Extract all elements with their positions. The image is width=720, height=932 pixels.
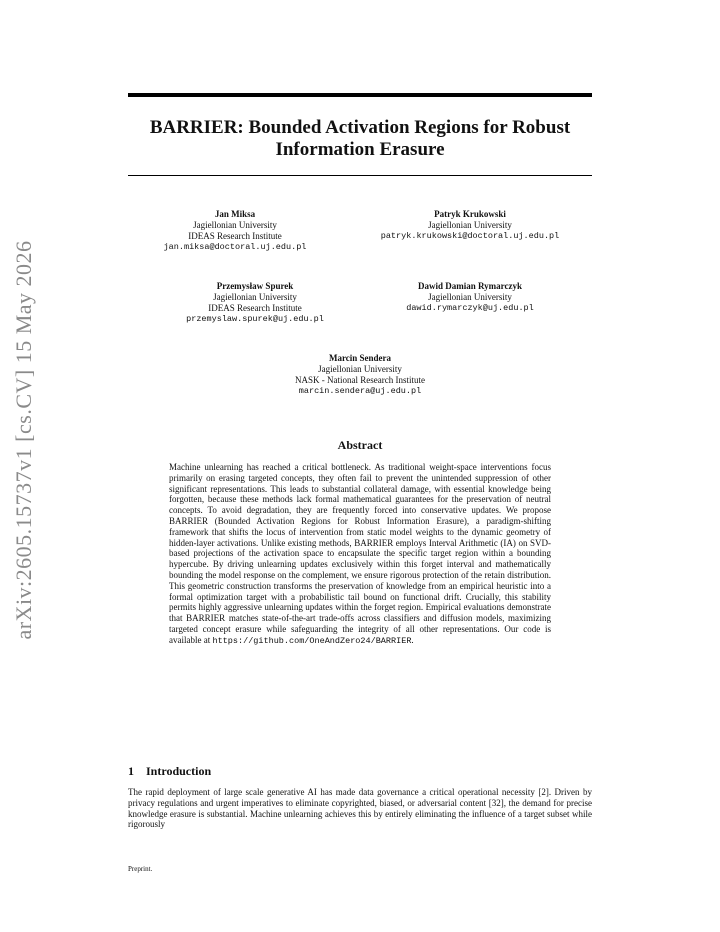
introduction-paragraph: The rapid deployment of large scale generative AI has made data governance a critical operational necessity [2]. Driven by privacy regulations and urgent imperatives to eliminate copyrighted, biased, or adversarial content [32], the demand for precise knowledge erasure is substantial. Machine unlearning achieves this by entirely eliminating the influence of a target subset while rigorously (128, 787, 592, 830)
abstract-text: Machine unlearning has reached a critical bottleneck. As traditional weight-space interventions focus primarily on erasing targeted concepts, they often fail to prevent the unintended suppression of other significant representations. This leads to substantial collateral damage, with essential knowledge being forgotten, because these methods lack formal mathematical guarantees for the preservation of neutral concepts. To avoid degradation, they are frequently forced into conservative updates. We propose BARRIER (Bounded Activation Regions for Robust Information Erasure), a paradigm-shifting framework that shifts the locus of intervention from static model weights to the dynamic geometry of hidden-layer activations. Unlike existing methods, BARRIER employs Interval Arithmetic (IA) on SVD-based projections of the activation space to encapsulate the specific target region within a bounding hypercube. By driving unlearning updates exclusively within this forget interval and mathematically bounding the model response on the complement, we ensure rigorous protection of the retain distribution. This geometric construction transforms the preservation of knowledge from an empirical heuristic into a formal optimization target with a probabilistic tail bound on functional drift. Crucially, this stability permits highly aggressive unlearning updates within the forget region. Empirical evaluations demonstrate that BARRIER matches state-of-the-art trade-offs across classifiers and diffusion models, maximizing targeted concept erasure while safeguarding the integrity of all other representations. Our code is available at (169, 462, 551, 645)
code-link[interactable]: https://github.com/OneAndZero24/BARRIER (212, 635, 412, 646)
author-block-5 (250, 353, 470, 397)
author-affiliation: Jagiellonian University (213, 292, 297, 302)
author-affiliation: IDEAS Research Institute (208, 303, 302, 313)
author-email[interactable]: przemyslaw.spurek@uj.edu.pl (186, 314, 324, 324)
author-block-4 (360, 281, 580, 314)
author-block-3 (145, 281, 365, 325)
author-affiliation: Jagiellonian University (428, 220, 512, 230)
preprint-footer: Preprint. (128, 865, 153, 873)
arxiv-identifier: arXiv:2605.15737v1 [cs.CV] 15 May 2026 (11, 240, 36, 640)
author-email[interactable]: jan.miksa@doctoral.uj.edu.pl (163, 242, 307, 252)
title-line-1: BARRIER: Bounded Activation Regions for Robust (149, 117, 571, 138)
author-block-1 (130, 209, 340, 253)
author-affiliation: Jagiellonian University (193, 220, 277, 230)
paper-title (128, 117, 592, 161)
abstract-body (169, 462, 551, 647)
section-number: 1 (128, 764, 134, 778)
author-name: Patryk Krukowski (434, 209, 506, 219)
abstract-end: . (411, 634, 414, 645)
author-affiliation: Jagiellonian University (428, 292, 512, 302)
title-top-rule (128, 93, 592, 97)
section-heading-introduction (128, 764, 211, 779)
author-name: Jan Miksa (214, 209, 256, 219)
author-email[interactable]: marcin.sendera@uj.edu.pl (298, 386, 422, 396)
title-bottom-rule (128, 175, 592, 176)
section-title: Introduction (146, 764, 212, 778)
abstract-heading: Abstract (337, 438, 383, 452)
author-name: Przemysław Spurek (216, 281, 294, 291)
author-email[interactable]: patryk.krukowski@doctoral.uj.edu.pl (380, 231, 560, 241)
title-line-2: Information Erasure (275, 139, 445, 160)
author-affiliation: IDEAS Research Institute (188, 231, 282, 241)
author-name: Marcin Sendera (328, 353, 392, 363)
author-affiliation: Jagiellonian University (318, 364, 402, 374)
author-block-2 (350, 209, 590, 242)
author-affiliation: NASK - National Research Institute (295, 375, 425, 385)
author-name: Dawid Damian Rymarczyk (417, 281, 522, 291)
author-email[interactable]: dawid.rymarczyk@uj.edu.pl (406, 303, 534, 313)
